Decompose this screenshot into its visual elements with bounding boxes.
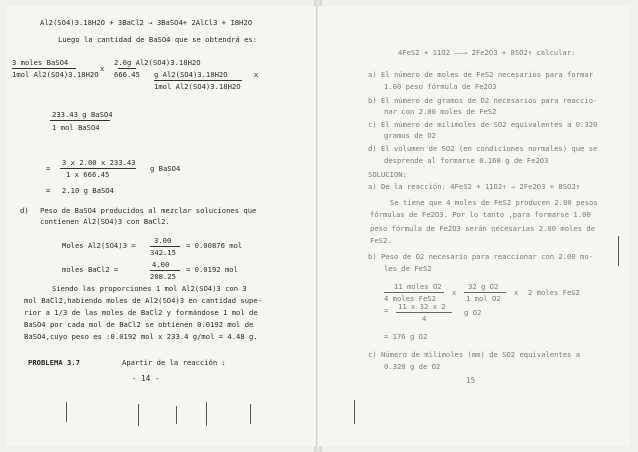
solution-c-2: 0.320 g de O2 (384, 362, 441, 371)
fraction1-line-b (118, 68, 136, 69)
paragraph-line-1: Siendo las proporciones 1 mol Al2(SO4)3 con 3 (52, 284, 247, 293)
moles-ba-result: = 0.0192 mol (186, 265, 238, 274)
question-b-2: nar con 2.00 moles de FeS2 (384, 107, 497, 116)
reaction-line: 4FeS2 + 11O2 ——→ 2Fe2O3 + 8SO2↑ calcular: (398, 48, 576, 57)
fraction1-line-c (154, 80, 242, 81)
right-page (318, 6, 630, 446)
problem-heading: PROBLEMA 3.7 (28, 358, 80, 367)
h-line (396, 312, 452, 313)
moles-al-den: 342.15 (150, 248, 176, 257)
moles-ba-den: 208.25 (150, 272, 176, 281)
solution-b-result: = 176 g O2 (384, 332, 428, 341)
fraction3-line (60, 168, 136, 169)
solution-b-2: les de FeS2 (384, 264, 432, 273)
paragraph-line-4: BaSO4 por cada mol de BaCl2 se obtienen 0.0192 mol de (24, 320, 254, 329)
scan-mark (618, 236, 619, 266)
fraction3-num: 3 x 2.00 x 233.43 (62, 158, 136, 167)
equals-sign-2: = (46, 186, 51, 195)
scan-mark (66, 402, 67, 422)
question-c-1: c) El número de milimoles de SO2 equivalentes a 0.320 (368, 120, 598, 129)
page-number-right: 15 (466, 376, 476, 385)
h-unit: g O2 (464, 308, 482, 317)
times-sign-2: x (254, 70, 259, 79)
scan-mark (206, 402, 207, 426)
solution-line-3: peso formula de Fe2O3 serán necesarias 2.00 moles de (370, 224, 596, 233)
scan-mark (250, 404, 251, 424)
fraction1-den-c: 1mol Al2(SO4)3.18H2O (154, 82, 241, 91)
moles-ba-num: 4.00 (152, 260, 170, 269)
question-a-1: a) El número de moles de FeS2 necesarios para formar (368, 70, 594, 79)
scan-mark (354, 400, 355, 424)
moles-al-line (150, 246, 180, 247)
g2-num: 32 g O2 (468, 282, 499, 291)
equals-sign-1: = (46, 164, 51, 173)
moles-ba-line (150, 270, 180, 271)
times-sign-4: x (514, 288, 519, 297)
fraction1-num-b: 2.0g Al2(SO4)3.18H2O (114, 58, 201, 67)
section-d-text-2: contienen Al2(SO4)3 con BaCl2. (40, 217, 170, 226)
question-d-1: d) El volumen de SO2 (en condiciones normales) que se (368, 144, 598, 153)
solution-c-1: c) Número de milimoles (mm) de SO2 equivalentes a (368, 350, 581, 359)
question-b-1: b) El número de gramos de O2 necesarios para reaccio- (368, 96, 598, 105)
moles-al-num: 3.00 (154, 236, 172, 245)
fraction1-den-b: 666.45 (114, 70, 140, 79)
g1-num: 11 moles O2 (394, 282, 442, 291)
section-d-text-1: Peso de BaSO4 producidos al mezclar soluciones que (40, 206, 257, 215)
fraction3-den: 1 x 666.45 (66, 170, 110, 179)
fraction1-line-a (12, 68, 76, 69)
page-number-left: - 14 - (132, 374, 160, 383)
question-a-2: 1.00 peso fórmula de Fe2O3 (384, 82, 497, 91)
question-d-2: desprende al formarse 0.160 g de Fe2O3 (384, 156, 549, 165)
solution-b-1: b) Peso de O2 necesario para reaccionar con 2.00 mo- (368, 252, 594, 261)
paragraph-line-5: BaSO4,cuyo peso es :0.0192 mol x 233.4 g/mol = 4.48 g. (24, 332, 258, 341)
fraction2-den: 1 mol BaSO4 (52, 123, 100, 132)
solution-heading: SOLUCION: (368, 170, 407, 179)
g2-line (464, 292, 506, 293)
h-den: 4 (422, 314, 427, 323)
times-sign: x (100, 64, 105, 73)
main-equation: Al2(SO4)3.18H2O + 3BaCl2 → 3BaSO4+ 2AlCl3 + 18H2O (40, 18, 253, 27)
h-num: 11 x 32 x 2 (398, 302, 446, 311)
fraction2-num: 233.43 g BaSO4 (52, 110, 113, 119)
moles-al-result: = 0.00876 mol (186, 241, 243, 250)
g1-line (384, 292, 444, 293)
intro-text: Luego la cantidad de BaSO4 que se obtendrá es: (58, 35, 258, 44)
moles-al-label: Moles Al2(SO4)3 = (62, 241, 136, 250)
moles-ba-label: moles BaCl2 = (62, 265, 119, 274)
section-d-label: d) (20, 206, 29, 215)
scan-mark (176, 406, 177, 424)
times-sign-3: x (452, 288, 457, 297)
question-c-2: gramos de O2 (384, 131, 436, 140)
solution-line-4: FeS2. (370, 236, 392, 245)
fraction1-num-a: 3 moles BaSO4 (12, 58, 69, 67)
equals-sign-3: = (384, 306, 389, 315)
fraction1-num-c: g Al2(SO4)3.18H2O (154, 70, 228, 79)
scan-mark (138, 404, 139, 426)
solution-line-1: Se tiene que 4 moles de FeS2 producen 2.00 pesos (390, 198, 598, 207)
g1-den: 4 moles FeS2 (384, 294, 436, 303)
left-page (6, 6, 317, 446)
fraction2-line (50, 120, 110, 121)
g2-den: 1 mol O2 (466, 294, 501, 303)
fraction1-den-a: 1mol Al2(SO4)3.18H2O (12, 70, 99, 79)
solution-line-2: fórmulas de Fe2O3. Por lo tanto ,para formarse 1.00 (370, 210, 591, 219)
paragraph-line-2: mol BaCl2,habiendo moles de Al2(SO4)3 en cantidad supe- (24, 296, 262, 305)
problem-text: Apartir de la reacción : (122, 358, 226, 367)
g3-text: 2 moles FeS2 (528, 288, 580, 297)
fraction3-unit: g BaSO4 (150, 164, 181, 173)
result-text: 2.10 g BaSO4 (62, 186, 114, 195)
paragraph-line-3: rior a 1/3 de las moles de BaCl2 y formándose 1 mol de (24, 308, 258, 317)
solution-a-reaction: a) De la reacción: 4FeS2 + 11O2↑ → 2Fe2O3 + 8SO2↑ (368, 182, 581, 191)
